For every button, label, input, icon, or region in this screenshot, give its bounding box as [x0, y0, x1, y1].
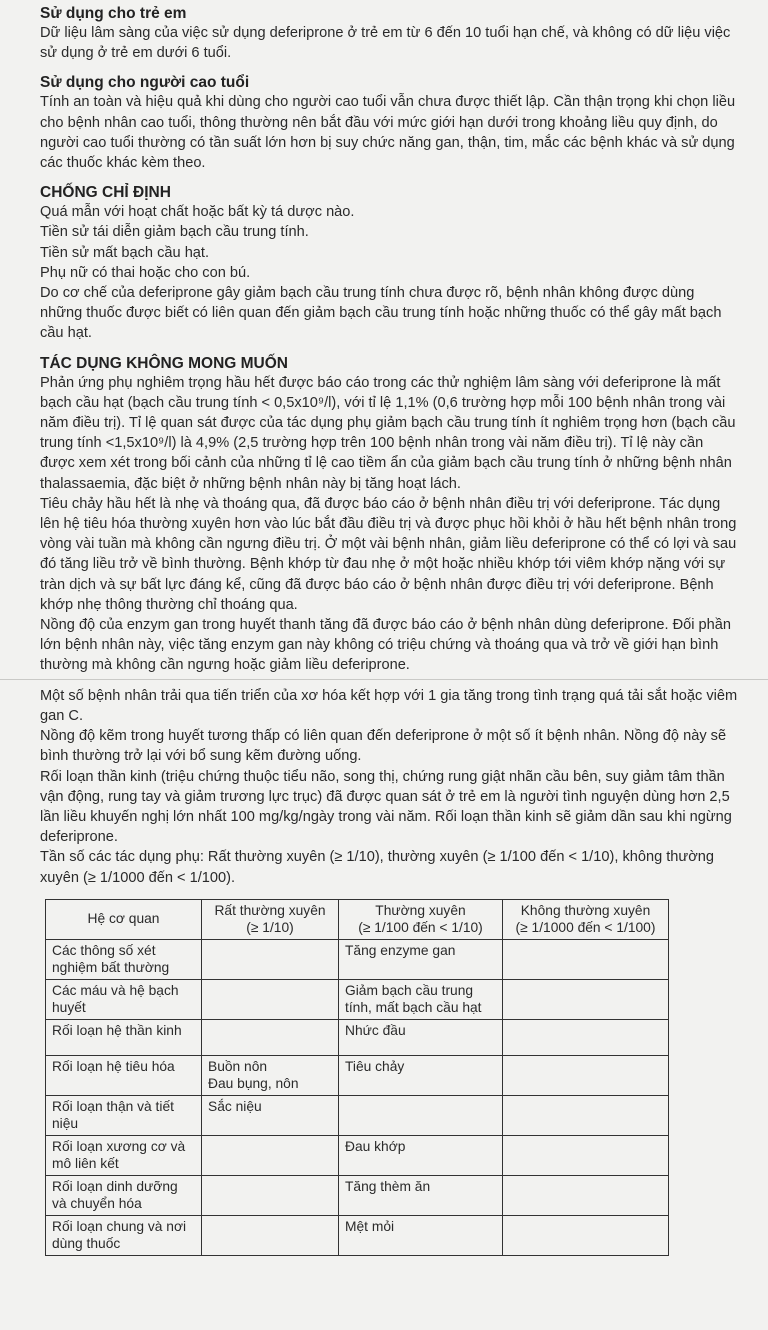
elderly-paragraph: Tính an toàn và hiệu quả khi dùng cho người cao tuổi vẫn chưa được thiết lập. Cần thận trọng khi chọn liều cho bệnh nhân cao tuổi, thông thường nên bắt đầu với mức giới hạn dưới trong khoảng liều quy định, do người cao tuổi thường có tần suất lớn hơn bị suy chức năng gan, thận, tim, mắc các bệnh khác và sử dụng các thuốc khác kèm theo. — [40, 94, 736, 172]
table-row — [46, 1135, 669, 1175]
adverse-paragraph-zinc: Nồng độ kẽm trong huyết tương thấp có liên quan đến deferiprone ở một số ít bệnh nhân. Nồng độ này sẽ bình thường trở lại với bổ sung kẽm đường uống. — [40, 728, 727, 765]
cell-uncommon — [503, 1055, 669, 1095]
contraindication-line: Tiền sử tái diễn giảm bạch cầu trung tính. — [40, 224, 309, 241]
cell-uncommon — [503, 1019, 669, 1055]
cell-organ-system: Rối loạn thận và tiết niệu — [46, 1095, 202, 1135]
elderly-heading: Sử dụng cho người cao tuổi — [40, 74, 250, 92]
adverse-paragraph-liver-enzymes: Nồng độ của enzym gan trong huyết thanh tăng đã được báo cáo ở bệnh nhân dùng deferiprone. Đối phần lớn bệnh nhân này, việc tăng enzym gan này không có triệu chứng và thoáng qua và trở về giới hạn bình thường mà không cần ngưng hoặc giảm liều deferiprone. — [40, 617, 731, 674]
table-row — [46, 979, 669, 1019]
table-row — [46, 939, 669, 979]
cell-common: Nhức đầu — [339, 1019, 503, 1055]
cell-uncommon — [503, 939, 669, 979]
cell-very-common — [202, 1175, 339, 1215]
header-uncommon: Không thường xuyên (≥ 1/1000 đến < 1/100) — [503, 899, 669, 939]
cell-common: Đau khớp — [339, 1135, 503, 1175]
cell-very-common — [202, 979, 339, 1019]
cell-common: Tăng enzyme gan — [339, 939, 503, 979]
adverse-reactions-table — [45, 899, 669, 1256]
cell-organ-system: Các thông số xét nghiệm bất thường — [46, 939, 202, 979]
cell-common — [339, 1095, 503, 1135]
table-row — [46, 1095, 669, 1135]
table-body — [46, 939, 669, 1255]
adverse-paragraph-neurological: Rối loạn thần kinh (triệu chứng thuộc tiểu não, song thị, chứng rung giật nhãn cầu bên, suy giảm tâm thần vận động, rung tay và giảm trương lực trục) đã được quan sát ở trẻ em là người tình nguyện dùng hơn 2,5 lần liều khuyến nghị lớn nhất 100 mg/kg/ngày trong vài năm. Rối loạn thần kinh sẽ giảm dần sau khi ngừng deferiprone. — [40, 768, 732, 846]
cell-uncommon — [503, 1215, 669, 1255]
cell-very-common: Buồn nôn Đau bụng, nôn — [202, 1055, 339, 1095]
cell-very-common — [202, 1019, 339, 1055]
cell-organ-system: Rối loạn hệ tiêu hóa — [46, 1055, 202, 1095]
contraindications-heading: CHỐNG CHỈ ĐỊNH — [40, 184, 171, 202]
children-heading: Sử dụng cho trẻ em — [40, 5, 187, 22]
header-very-common: Rất thường xuyên (≥ 1/10) — [202, 899, 339, 939]
paper-fold-line — [0, 679, 768, 680]
adverse-paragraph-agranulocytosis: Phản ứng phụ nghiêm trọng hầu hết được báo cáo trong các thử nghiệm lâm sàng với deferiprone là mất bạch cầu hạt (bạch cầu trung tính < 0,5x10⁹/l), với tỉ lệ 1,1% (0,6 trường hợp mỗi 100 bệnh nhân trong vài năm điều trị). Tỉ lệ quan sát được của tác dụng phụ giảm bạch cầu trung tính ít nghiêm trọng hơn (bạch cầu trung tính <1,5x10⁹/l) là 4,9% (2,5 trường hợp trên 100 bệnh nhân trong vài năm điều trị). Tỉ lệ này cần được xem xét trong bối cảnh của những tỉ lệ cao tiềm ẩn của giảm bạch cầu trung tính ở những bệnh nhân thalassaemia, đặc biệt ở những bệnh nhân này bị tăng hoạt lách. — [40, 374, 736, 492]
table-row — [46, 1215, 669, 1255]
cell-uncommon — [503, 979, 669, 1019]
cell-common: Mệt mỏi — [339, 1215, 503, 1255]
contraindication-line: Phụ nữ có thai hoặc cho con bú. — [40, 264, 251, 281]
cell-very-common — [202, 939, 339, 979]
table-row — [46, 1055, 669, 1095]
contraindication-line: Do cơ chế của deferiprone gây giảm bạch cầu trung tính chưa được rõ, bệnh nhân không được dùng những thuốc được biết có liên quan đến giảm bạch cầu trung tính hoặc những thuốc có thể gây mất bạch cầu hạt. — [40, 285, 722, 342]
header-organ-system: Hệ cơ quan — [46, 899, 202, 939]
table-header-row — [46, 899, 669, 939]
cell-very-common: Sắc niệu — [202, 1095, 339, 1135]
adverse-frequency-definition: Tần số các tác dụng phụ: Rất thường xuyên (≥ 1/10), thường xuyên (≥ 1/100 đến < 1/10), không thường xuyên (≥ 1/1000 đến < 1/100). — [40, 849, 714, 886]
cell-very-common — [202, 1135, 339, 1175]
cell-organ-system: Rối loạn chung và nơi dùng thuốc — [46, 1215, 202, 1255]
header-common: Thường xuyên (≥ 1/100 đến < 1/10) — [339, 899, 503, 939]
contraindication-line: Tiền sử mất bạch cầu hạt. — [40, 244, 210, 261]
adverse-effects-heading: TÁC DỤNG KHÔNG MONG MUỐN — [40, 354, 288, 372]
adverse-paragraph-fibrosis: Một số bệnh nhân trải qua tiến triển của xơ hóa kết hợp với 1 gia tăng trong tình trạng quá tải sắt hoặc viêm gan C. — [40, 687, 738, 724]
cell-organ-system: Rối loạn hệ thần kinh — [46, 1019, 202, 1055]
cell-uncommon — [503, 1135, 669, 1175]
cell-common: Tăng thèm ăn — [339, 1175, 503, 1215]
cell-common: Tiêu chảy — [339, 1055, 503, 1095]
cell-uncommon — [503, 1175, 669, 1215]
cell-organ-system: Rối loạn xương cơ và mô liên kết — [46, 1135, 202, 1175]
cell-very-common — [202, 1215, 339, 1255]
table-row — [46, 1019, 669, 1055]
cell-uncommon — [503, 1095, 669, 1135]
children-paragraph: Dữ liệu lâm sàng của việc sử dụng deferiprone ở trẻ em từ 6 đến 10 tuổi hạn chế, và không có dữ liệu việc sử dụng ở trẻ em dưới 6 tuổi. — [40, 25, 731, 62]
cell-organ-system: Rối loạn dinh dưỡng và chuyển hóa — [46, 1175, 202, 1215]
contraindication-line: Quá mẫn với hoạt chất hoặc bất kỳ tá dược nào. — [40, 204, 355, 221]
cell-organ-system: Các máu và hệ bạch huyết — [46, 979, 202, 1019]
adverse-paragraph-diarrhea: Tiêu chảy hầu hết là nhẹ và thoáng qua, đã được báo cáo ở bệnh nhân điều trị với deferiprone. Tác dụng lên hệ tiêu hóa thường xuyên hơn vào lúc bắt đầu điều trị và được phục hồi khỏi ở hầu hết bệnh nhân trong vòng vài tuần mà không cần ngưng điều trị. Ở một vài bệnh nhân, giảm liều deferiprone có thể có lợi và sau đó tăng liều trở về bình thường. Bệnh khớp từ đau nhẹ ở một hoặc nhiều khớp tới viêm khớp nặng với sự tràn dịch và sự bất lực đáng kể, cũng đã được báo cáo ở bệnh nhân được điều trị với deferiprone. Bệnh khớp nhẹ thông thường chỉ thoáng qua. — [40, 495, 737, 613]
cell-common: Giảm bạch cầu trung tính, mất bạch cầu hạt — [339, 979, 503, 1019]
table-row — [46, 1175, 669, 1215]
